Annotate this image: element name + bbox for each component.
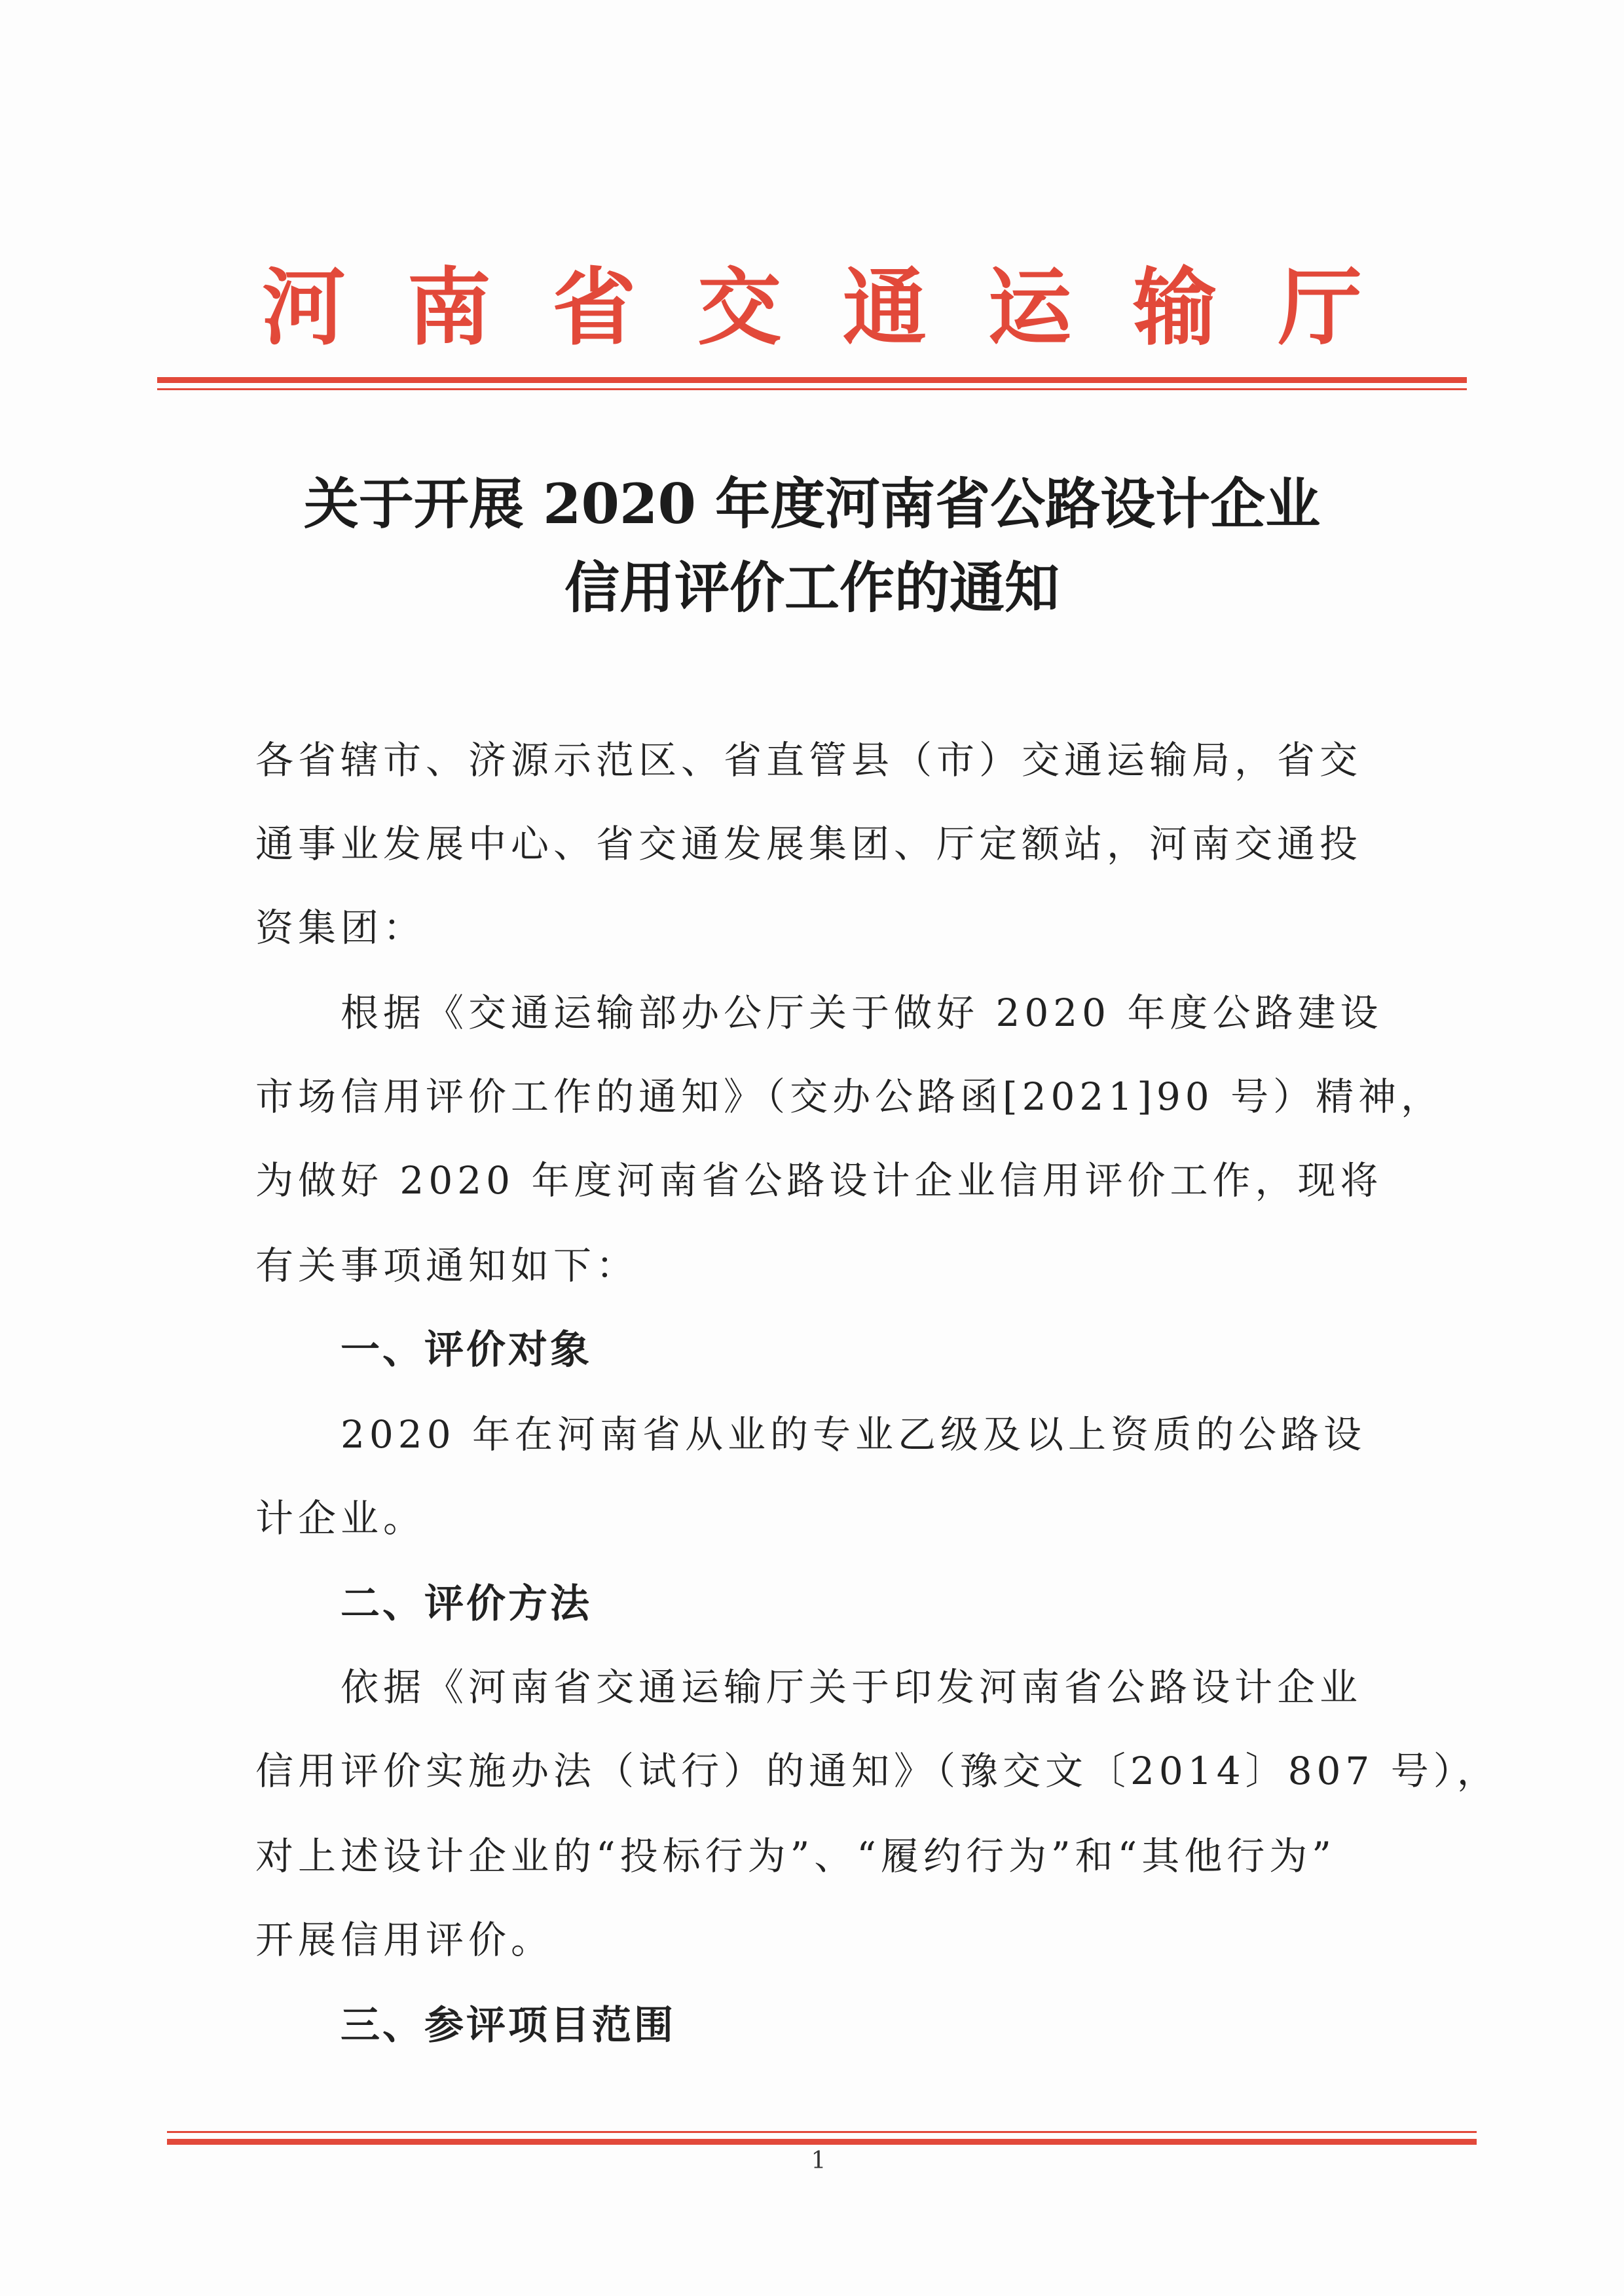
masthead-char: 厅	[1278, 259, 1362, 357]
section-heading: 一、评价对象	[341, 1327, 592, 1373]
body-line: 计企业。	[255, 1496, 426, 1540]
body-line: 依据《河南省交通运输厅关于印发河南省公路设计企业	[255, 1665, 1363, 1709]
page-number: 1	[811, 2147, 826, 2174]
body-line: 信用评价实施办法（试行）的通知》（豫交文〔2014〕807 号），	[255, 1749, 1500, 1793]
body-line: 2020 年在河南省从业的专业乙级及以上资质的公路设	[255, 1412, 1367, 1457]
body-line: 对上述设计企业的“投标行为”、“履约行为”和“其他行为”	[255, 1834, 1336, 1878]
section-heading: 三、参评项目范围	[341, 2003, 676, 2049]
masthead-char: 通	[842, 259, 927, 357]
body-line: 有关事项通知如下：	[255, 1243, 639, 1288]
body-line: 通事业发展中心、省交通发展集团、厅定额站，河南交通投	[255, 822, 1363, 866]
body-line: 资集团：	[255, 905, 426, 950]
masthead-rule-thick	[157, 377, 1467, 383]
body-line: 根据《交通运输部办公厅关于做好 2020 年度公路建设	[255, 991, 1383, 1035]
body-line: 开展信用评价。	[255, 1918, 554, 1962]
masthead-rule-thin	[157, 388, 1467, 390]
section-heading: 二、评价方法	[341, 1581, 592, 1627]
masthead-char: 河	[262, 259, 346, 357]
masthead-char: 运	[987, 259, 1072, 357]
masthead-char: 南	[407, 259, 491, 357]
masthead-char: 交	[697, 259, 782, 357]
body-line: 为做好 2020 年度河南省公路设计企业信用评价工作，现将	[255, 1158, 1383, 1203]
body-line: 各省辖市、济源示范区、省直管县（市）交通运输局，省交	[255, 738, 1363, 782]
body-line: 市场信用评价工作的通知》（交办公路函[2021]90 号）精神，	[255, 1074, 1444, 1119]
masthead-char: 输	[1133, 259, 1217, 357]
document-title-line-1: 关于开展 2020 年度河南省公路设计企业	[303, 471, 1321, 536]
document-title-line-2: 信用评价工作的通知	[564, 555, 1060, 620]
masthead-char: 省	[552, 259, 637, 357]
footer-rule-thin	[167, 2131, 1477, 2133]
masthead	[262, 252, 1362, 363]
footer-rule-thick	[167, 2139, 1477, 2145]
